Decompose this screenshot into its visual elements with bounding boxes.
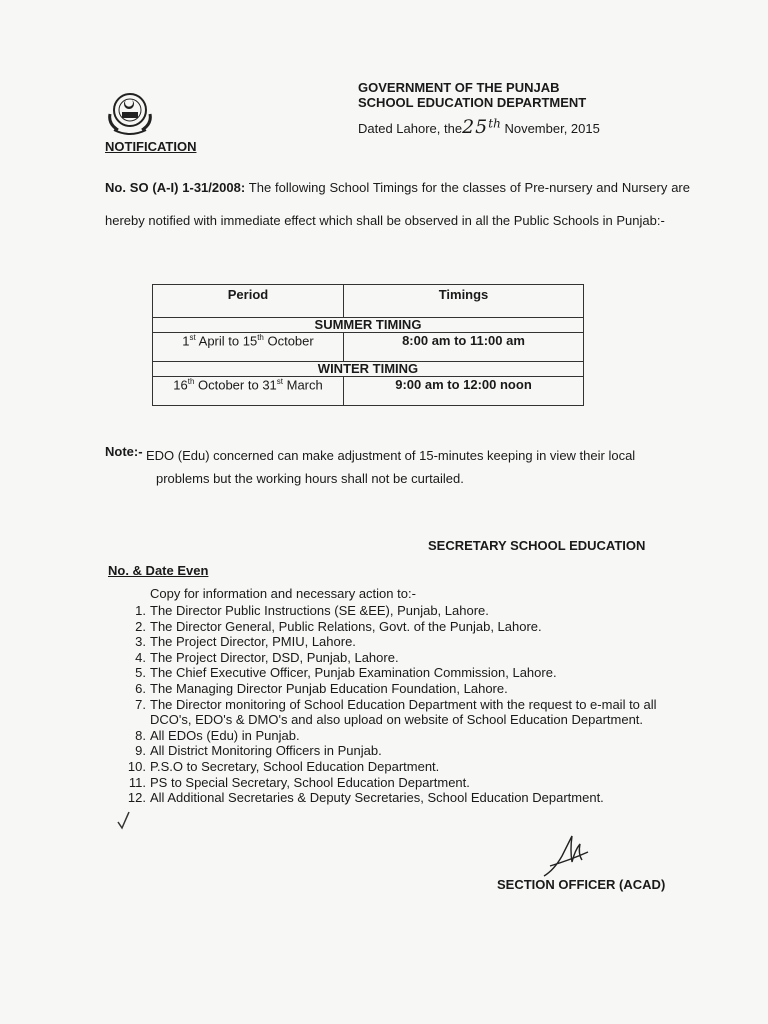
dated-day: 25 bbox=[462, 116, 489, 138]
summer-timing: 8:00 am to 11:00 am bbox=[344, 333, 584, 362]
note-line-1: EDO (Edu) concerned can make adjustment of 15-minutes keeping in view their local bbox=[146, 448, 636, 463]
notification-title: NOTIFICATION bbox=[105, 139, 197, 154]
note-label: Note:- bbox=[105, 444, 143, 459]
list-item: 11. PS to Special Secretary, School Education Department. bbox=[128, 774, 470, 790]
tick-mark-icon bbox=[100, 810, 130, 830]
list-item: 8. All EDOs (Edu) in Punjab. bbox=[135, 727, 300, 743]
header-period: Period bbox=[153, 285, 344, 318]
body-text: The following School Timings for the classes of Pre-nursery and Nursery are hereby notified with immediate effect which shall be observed in all the Public Schools in Punjab:- bbox=[105, 180, 690, 228]
timing-table bbox=[152, 284, 584, 406]
list-item: 3. The Project Director, PMIU, Lahore. bbox=[135, 634, 356, 650]
header-timings: Timings bbox=[344, 285, 584, 318]
copy-intro: Copy for information and necessary action to:- bbox=[150, 586, 416, 601]
list-item: 7. The Director monitoring of School Education Department with the request to e-mail to all DCO's, EDO's & DMO's and also upload on website of School Education Department. bbox=[135, 696, 657, 728]
note-line-2: problems but the working hours shall not be curtailed. bbox=[156, 471, 464, 486]
signature-icon bbox=[536, 832, 596, 882]
list-item: 6. The Managing Director Punjab Education Foundation, Lahore. bbox=[135, 680, 508, 696]
section-summer: SUMMER TIMING bbox=[153, 318, 584, 333]
signatory-secretary: SECRETARY SCHOOL EDUCATION bbox=[428, 538, 646, 553]
winter-timing: 9:00 am to 12:00 noon bbox=[344, 377, 584, 406]
winter-period: 16th October to 31st March bbox=[153, 377, 344, 406]
list-item: 9. All District Monitoring Officers in Punjab. bbox=[135, 743, 382, 759]
no-and-date: No. & Date Even bbox=[108, 563, 209, 578]
table-row bbox=[153, 333, 584, 362]
header-department: SCHOOL EDUCATION DEPARTMENT bbox=[358, 95, 587, 110]
header-government: GOVERNMENT OF THE PUNJAB bbox=[358, 80, 560, 95]
signatory-section-officer: SECTION OFFICER (ACAD) bbox=[497, 877, 666, 892]
reference-number: No. SO (A-I) 1-31/2008: bbox=[105, 180, 246, 195]
list-item: 5. The Chief Executive Officer, Punjab Examination Commission, Lahore. bbox=[135, 665, 557, 681]
dated-prefix: Dated Lahore, the bbox=[358, 121, 463, 136]
list-item: 2. The Director General, Public Relations, Govt. of the Punjab, Lahore. bbox=[135, 618, 542, 634]
note-text bbox=[146, 444, 696, 490]
dated-day-suffix: th bbox=[488, 116, 501, 131]
list-item: 10. P.S.O to Secretary, School Education Department. bbox=[127, 758, 440, 774]
dated-suffix: November, 2015 bbox=[504, 121, 600, 136]
list-item: 4. The Project Director, DSD, Punjab, Lahore. bbox=[135, 649, 399, 665]
recipient-list bbox=[109, 603, 709, 806]
summer-period: 1st April to 15th October bbox=[153, 333, 344, 362]
punjab-emblem-icon bbox=[104, 88, 156, 138]
list-item: 1. The Director Public Instructions (SE &EE), Punjab, Lahore. bbox=[135, 603, 489, 618]
dated-line bbox=[358, 116, 600, 138]
table-row bbox=[153, 377, 584, 406]
section-winter: WINTER TIMING bbox=[153, 362, 584, 377]
notification-body bbox=[105, 172, 690, 237]
list-item: 12. All Additional Secretaries & Deputy Secretaries, School Education Department. bbox=[127, 790, 604, 806]
